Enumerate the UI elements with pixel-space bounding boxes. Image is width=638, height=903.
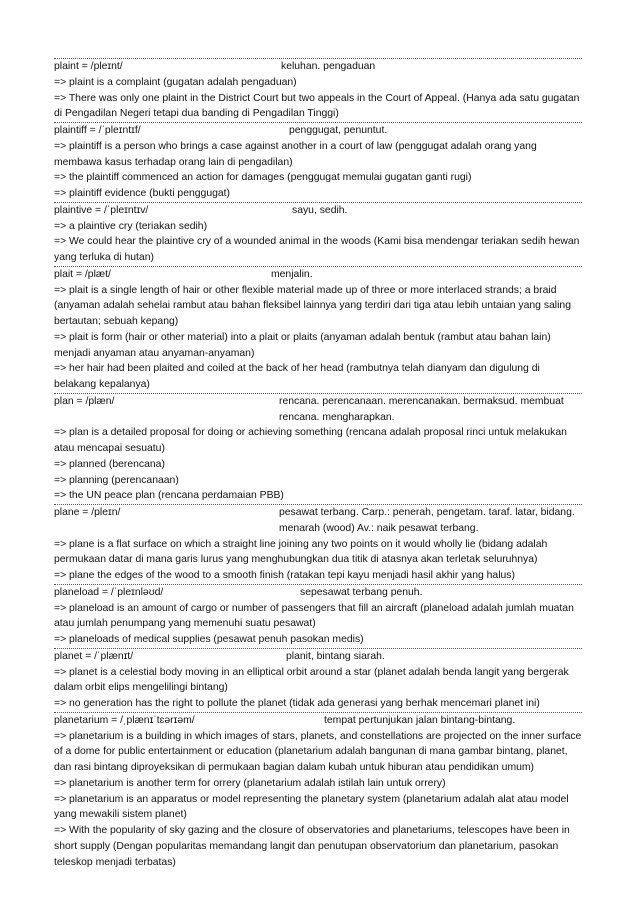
meaning: pesawat terbang. Carp.: penerah, pengetam. taraf. latar, bidang. menarah (wood) Av.: naik pesawat terbang.: [279, 507, 575, 534]
meaning: sayu, sedih.: [292, 204, 348, 216]
example-line: => plane is a flat surface on which a straight line joining any two points on it would wholly lie (bidang adalah permukaan datar di mana garis lurus yang menghubungkan dua titik di atasnya akan terletak seluruhnya): [54, 538, 548, 566]
headword: plan = /plæn/: [54, 395, 115, 407]
example-line: => a plaintive cry (teriakan sedih): [54, 220, 208, 232]
meaning: menjalin.: [271, 268, 313, 280]
example-line: => plaintiff is a person who brings a case against another in a court of law (penggugat adalah orang yang membawa kasus terhadap orang lain di pengadilan): [54, 140, 537, 168]
headword: plaintive = /ˈpleɪntɪv/: [54, 204, 149, 216]
entry-header: [54, 394, 582, 426]
headword: planet = /ˈplænɪt/: [54, 650, 134, 662]
example-line: => plaintiff evidence (bukti penggugat): [54, 188, 230, 199]
entry-planet: [54, 649, 582, 713]
meaning: tempat pertunjukan jalan bintang-bintang.: [324, 714, 516, 726]
entry-plaint: [54, 58, 582, 123]
example-line: => planeload is an amount of cargo or number of passengers that fill an aircraft (planeload adalah jumlah muatan atau jumlah penumpang yang memenuhi suatu pesawat): [54, 602, 574, 630]
entry-plaintiff: [54, 123, 582, 203]
entry-header: [54, 713, 582, 729]
entry-header: [54, 203, 582, 219]
meaning: planit, bintang siarah.: [286, 650, 385, 662]
example-line: => plane the edges of the wood to a smooth finish (ratakan tepi kayu menjadi hasil akhir yang halus): [54, 570, 515, 581]
meaning: penggugat, penuntut.: [289, 125, 388, 136]
entry-header: [54, 585, 582, 601]
entry-plait: [54, 267, 582, 394]
headword: planetarium = /ˌplænɪˈtɛərɪəm/: [54, 714, 195, 726]
example-line: => planetarium is a building in which images of stars, planets, and constellations are projected on the inner surface of a dome for public entertainment or education (planetarium adalah bangunan di mana gambar bintang, planet, dan rasi bintang diproyeksikan di permukaan bagian dalam kubah untuk hiburan atau pendidikan umum): [54, 730, 582, 773]
example-line: => planeloads of medical supplies (pesawat penuh pasokan medis): [54, 634, 364, 645]
entry-plaintive: [54, 203, 582, 267]
entry-header: [54, 505, 582, 537]
headword: plait = /plæt/: [54, 268, 111, 280]
example-line: => plait is form (hair or other material) into a plait or plaits (anyaman adalah bentuk (rambut atau bahan lain) menjadi anyaman atau anyaman-anyaman): [54, 331, 551, 359]
headword: plaintiff = /ˈpleɪntɪf/: [54, 125, 141, 136]
example-line: => her hair had been plaited and coiled at the back of her head (rambutnya telah dianyam dan digulung di belakang kepalanya): [54, 363, 540, 390]
example-line: => With the popularity of sky gazing and the closure of observatories and planetariums, telescopes have been in short supply (Dengan popularitas memandang langit dan penutupan observatorium dan planetarium, pasokan teleskop menjadi terbatas): [54, 825, 570, 868]
entry-plan: [54, 394, 582, 505]
entry-planetarium: [54, 713, 582, 871]
meaning: sepesawat terbang penuh.: [300, 586, 423, 598]
example-line: => plan is a detailed proposal for doing or achieving something (rencana adalah proposal rinci untuk melakukan atau mencapai sesuatu): [54, 427, 567, 454]
entry-plane: [54, 505, 582, 585]
example-line: => the UN peace plan (rencana perdamaian PBB): [54, 490, 284, 502]
meaning: rencana. perencanaan. merencanakan. bermaksud. membuat rencana. mengharapkan.: [279, 395, 564, 423]
example-line: => no generation has the right to pollute the planet (tidak ada generasi yang berhak mencemari planet ini): [54, 698, 540, 709]
example-line: => plaint is a complaint (gugatan adalah pengaduan): [54, 76, 297, 88]
headword: planeload = /ˈpleɪnləʊd/: [54, 586, 164, 598]
example-line: => planet is a celestial body moving in an elliptical orbit around a star (planet adalah benda langit yang bergerak dalam orbit elips mengelilingi bintang): [54, 666, 569, 694]
entry-planeload: [54, 585, 582, 649]
entry-header: [54, 649, 582, 665]
headword: plaint = /pleɪnt/: [54, 61, 123, 72]
headword: plane = /pleɪn/: [54, 507, 121, 518]
entry-header: [54, 59, 582, 75]
example-line: => planetarium is another term for orrery (planetarium adalah istilah lain untuk orrery): [54, 777, 446, 789]
example-line: => planning (perencanaan): [54, 474, 179, 486]
entry-header: [54, 123, 582, 139]
dictionary-page: [54, 58, 582, 870]
example-line: => We could hear the plaintive cry of a wounded animal in the woods (Kami bisa mendengar teriakan sedih hewan yang terluka di hutan): [54, 236, 580, 263]
example-line: => the plaintiff commenced an action for damages (penggugat memulai gugatan ganti rugi): [54, 172, 472, 184]
example-line: => planned (berencana): [54, 458, 165, 470]
example-line: => planetarium is an apparatus or model representing the planetary system (planetarium adalah alat atau model yang mewakili sistem planet): [54, 793, 569, 821]
entry-header: [54, 267, 582, 283]
example-line: => There was only one plaint in the District Court but two appeals in the Court of Appeal. (Hanya ada satu gugatan di Pengadilan Negeri tetapi dua banding di Pengadilan Tinggi): [54, 92, 580, 120]
meaning: keluhan. pengaduan: [281, 61, 376, 72]
example-line: => plait is a single length of hair or other flexible material made up of three or more interlaced strands; a braid (anyaman adalah sehelai rambut atau bahan fleksibel lainnya yang terdiri dari tiga atau lebih untaian yang saling bertautan; sebuah kepang): [54, 284, 571, 327]
